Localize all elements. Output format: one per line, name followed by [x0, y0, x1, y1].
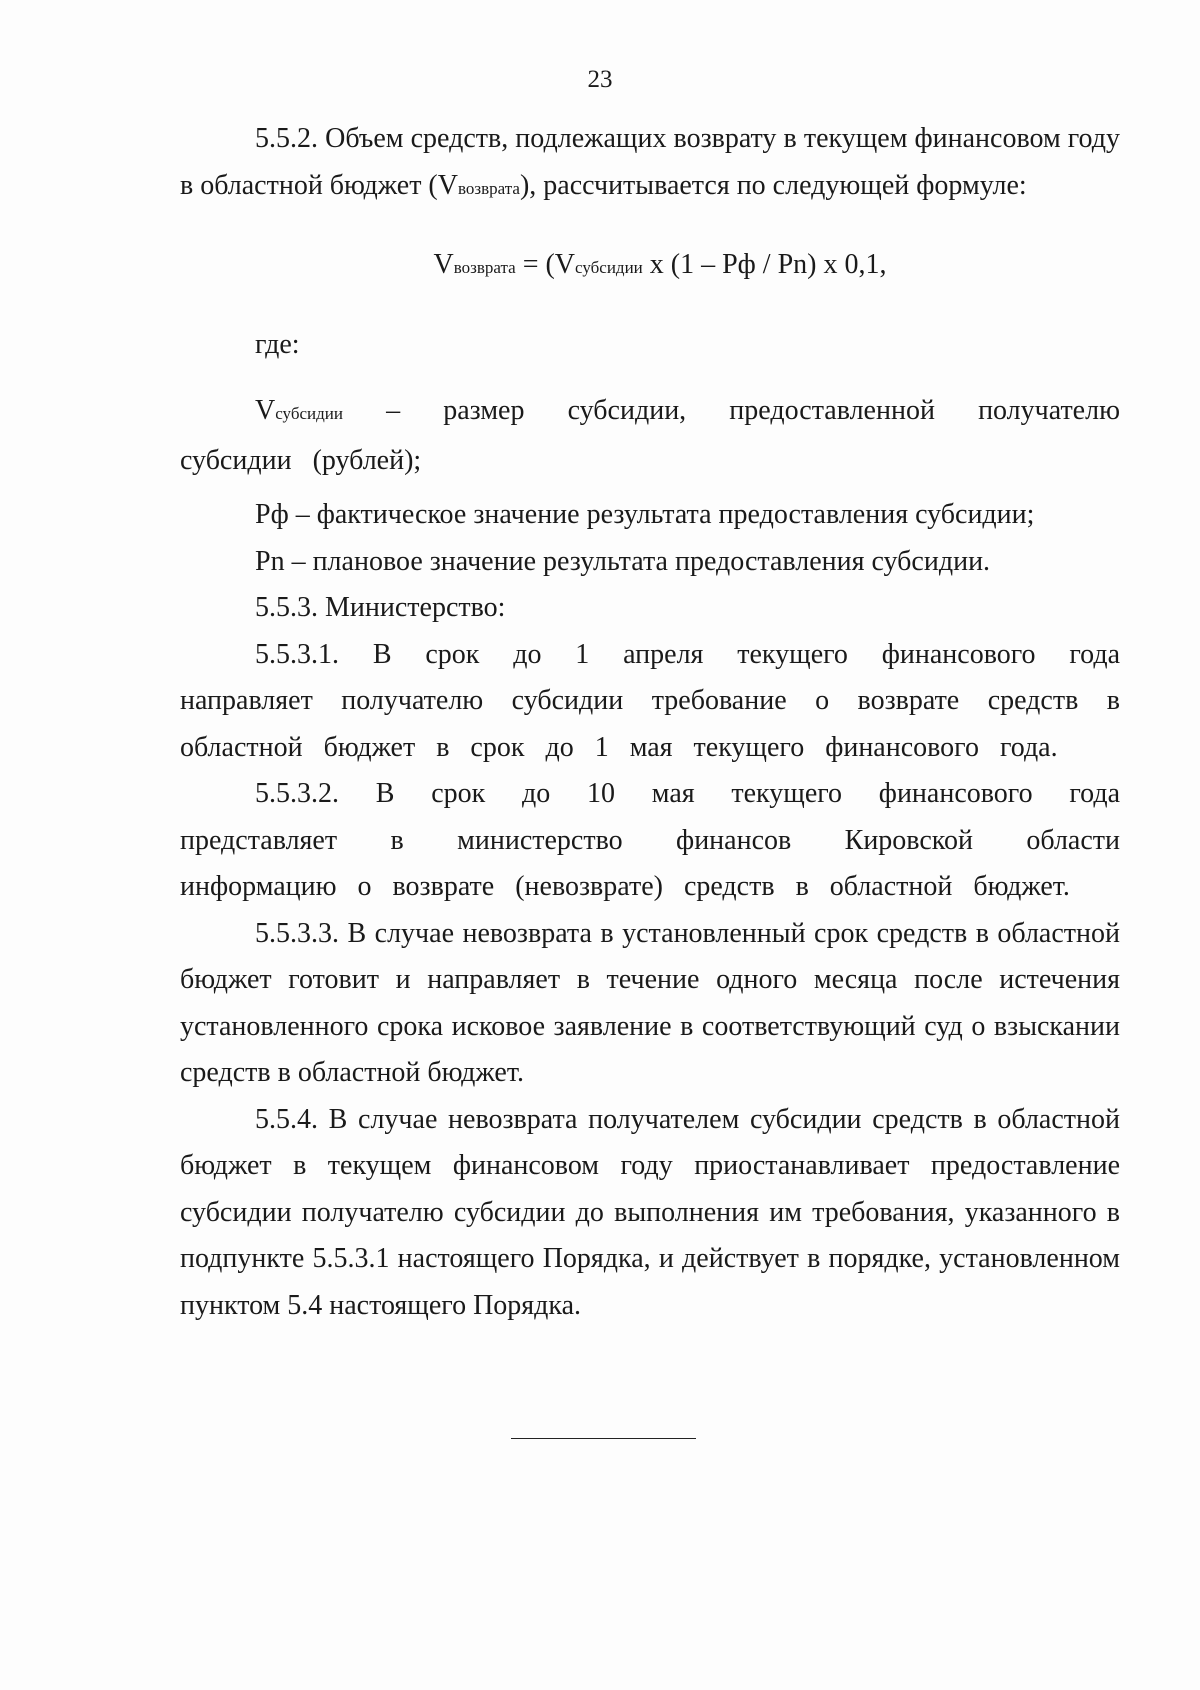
paragraph-5-5-3-2: 5.5.3.2. В срок до 10 мая текущего финансового года представляет в министерство финансов Кировской области информацию о возврате (невозврате) средств в областной бюджет.: [180, 778, 1120, 902]
where-label: где:: [255, 328, 300, 360]
definition-v-text: – размер субсидии, предоставленной получателю субсидии (рублей);: [180, 395, 1120, 476]
paragraph-5-5-3-3: 5.5.3.3. В случае невозврата в установленный срок средств в областной бюджет готовит и направляет в течение одного месяца после истечения установленного срока исковое заявление в соответствующий суд о взыскании средств в областной бюджет.: [180, 917, 1120, 1088]
paragraph-5-5-2-tail: ), рассчитывается по следующей формуле:: [519, 169, 1027, 201]
formula-rest: х (1 – Рф / Рn) х 0,1,: [642, 249, 887, 280]
return-formula: [180, 242, 1120, 292]
formula-eq: = (V: [515, 249, 576, 280]
paragraph-5-5-2: [180, 116, 1120, 212]
definition-v-subsidy: [180, 388, 1120, 484]
definition-v: V: [255, 395, 276, 426]
paragraph-5-5-2-lead: 5.5.2. Объем средств, подлежащих возврату в текущем финансовом году в областной бюджет (V: [180, 123, 1120, 201]
paragraph-5-5-4: 5.5.4. В случае невозврата получателем субсидии средств в областной бюджет в текущем финансовом году приостанавливает предоставление субсидии получателю субсидии до выполнения им требования, указанного в подпункте 5.5.3.1 настоящего Порядка, и действует в порядке, установленном пунктом 5.4 настоящего Порядка.: [180, 1103, 1120, 1321]
end-rule: [511, 1438, 696, 1439]
definition-rn: Рn – плановое значение результата предоставления субсидии.: [255, 545, 991, 577]
paragraph-5-5-3-1: 5.5.3.1. В срок до 1 апреля текущего финансового года направляет получателю субсидии требование о возврате средств в областной бюджет в срок до 1 мая текущего финансового года.: [180, 638, 1120, 763]
formula-sub-return: возврата: [453, 258, 516, 277]
document-body: [180, 116, 1120, 1329]
definition-v-subscript: субсидии: [275, 404, 343, 423]
page-number: 23: [587, 66, 613, 93]
paragraph-5-5-2-subscript: возврата: [457, 178, 520, 198]
definition-rf: Рф – фактическое значение результата предоставления субсидии;: [255, 499, 1035, 530]
formula-v: V: [433, 249, 454, 280]
paragraph-5-5-3: 5.5.3. Министерство:: [255, 592, 506, 623]
formula-sub-subsidy: субсидии: [575, 258, 643, 277]
